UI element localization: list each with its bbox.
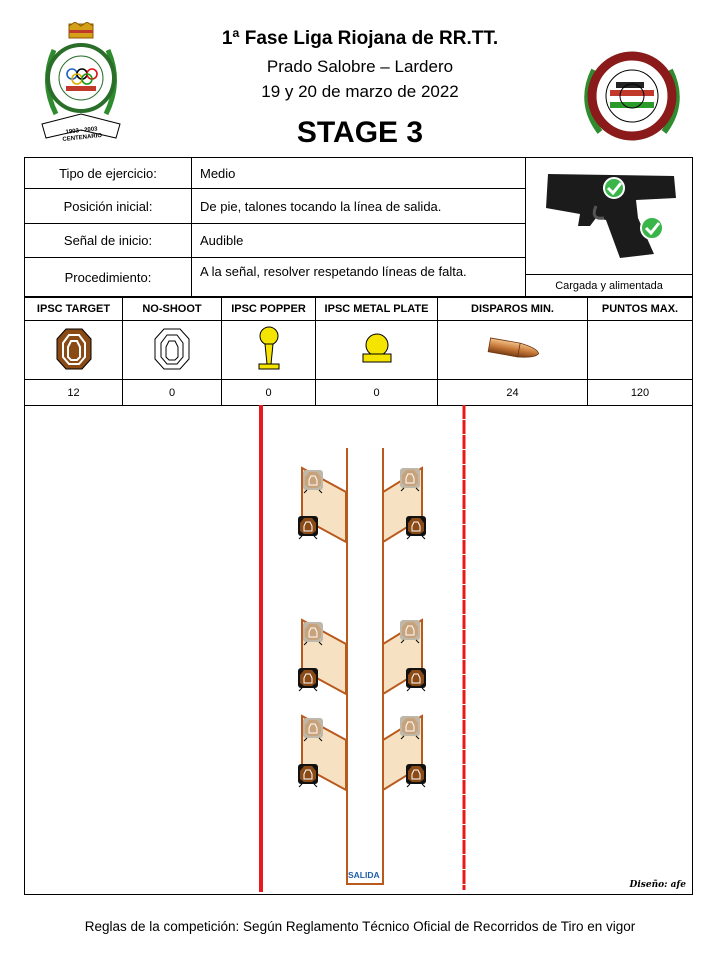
ipsc-target (303, 470, 323, 493)
count-puntos: 120 (588, 380, 693, 406)
centenario-text: 1903 - 2003 CENTENARIO (62, 126, 103, 144)
ipsc-target (303, 718, 323, 741)
count-metal-plate: 0 (316, 380, 438, 406)
header-disparos: DISPAROS MIN. (438, 297, 588, 321)
info-label: Tipo de ejercicio: (25, 158, 192, 189)
shooting-lane (347, 448, 383, 884)
ipsc-target (406, 764, 426, 787)
count-disparos: 24 (438, 380, 588, 406)
event-dates: 19 y 20 de marzo de 2022 (261, 82, 459, 101)
ipsc-target (298, 516, 318, 539)
info-label: Posición inicial: (25, 189, 192, 224)
competition-rules: Reglas de la competición: Según Reglamento Técnico Oficial de Recorridos de Tiro en vigor (84, 919, 636, 934)
ipsc-target (406, 516, 426, 539)
ipsc-target (298, 764, 318, 787)
event-venue: Prado Salobre – Lardero (266, 57, 454, 76)
gun-caption: Cargada y alimentada (526, 274, 692, 297)
header-metal-plate: IPSC METAL PLATE (316, 297, 438, 321)
info-value: De pie, talones tocando la línea de salida. (192, 189, 526, 224)
info-value: Audible (192, 224, 526, 258)
ipsc-target (298, 668, 318, 691)
design-credit: Diseño: afe (629, 880, 686, 890)
ipsc-target (400, 468, 420, 491)
ipsc-target (303, 622, 323, 645)
header-ipsc-popper: IPSC POPPER (222, 297, 316, 321)
info-label: Procedimiento: (25, 258, 192, 298)
ipsc-target (400, 716, 420, 739)
info-value: A la señal, resolver respetando líneas de falta. (192, 258, 526, 298)
event-title: 1ª Fase Liga Riojana de RR.TT. (221, 28, 499, 49)
info-value: Medio (192, 158, 526, 189)
salida-label: SALIDA (348, 870, 380, 880)
count-popper: 0 (222, 380, 316, 406)
info-label: Señal de inicio: (25, 224, 192, 258)
count-ipsc-target: 12 (25, 380, 123, 406)
count-no-shoot: 0 (123, 380, 222, 406)
stage-title: STAGE 3 (296, 116, 424, 149)
ipsc-target (400, 620, 420, 643)
header-puntos: PUNTOS MAX. (588, 297, 693, 321)
ipsc-target (406, 668, 426, 691)
header-ipsc-target: IPSC TARGET (25, 297, 123, 321)
header-no-shoot: NO-SHOOT (123, 297, 222, 321)
